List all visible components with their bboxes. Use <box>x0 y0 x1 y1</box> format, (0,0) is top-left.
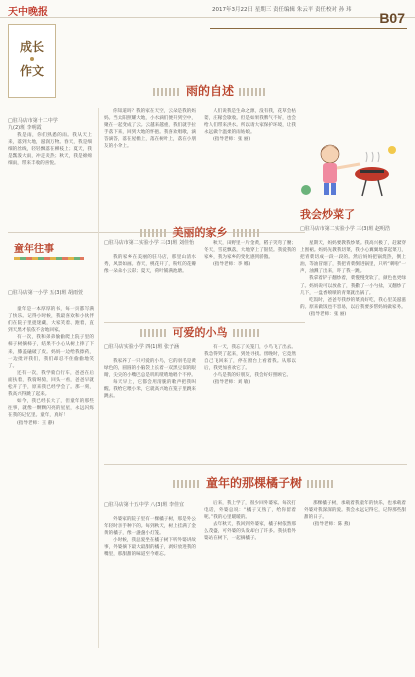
column-tag <box>8 24 56 98</box>
column-name-2: 作文 <box>19 64 44 78</box>
headline-hometown <box>100 224 300 240</box>
column-name-1: 成长 <box>19 40 44 54</box>
decor-line <box>307 480 335 488</box>
article-bird-col2: 有一天，我忘了关笼门，小鸟飞了出去。我急得哭了起来，到处寻找。傍晚时，它竟然自己飞回来了，停在窗台上看着我。从那以后，我更加喜欢它了。 小鸟是我的好朋友，我会好好照顾它。 (指导老师：刘 敏) <box>204 345 296 386</box>
headline-childhood: 童年往事 <box>14 240 84 260</box>
article-orange-tree-col2: 后来，我上学了，很少回外婆家。每次打电话，外婆总说：“橘子又熟了，给你留着呢。”我的心里暖暖的。 去年秋天，我回到外婆家，橘子树依然那么茂盛，可外婆的头发却白了许多。我扶着外婆站在树下，一起摘橘子。 <box>204 501 296 542</box>
article-hometown-col2: 秋天，田野里一片金黄，稻子笑弯了腰；冬天，雪花飘落，大地穿上了银装。我爱我的家乡，我为家乡的变化感到骄傲。 (指导老师：李 娜) <box>204 241 296 268</box>
article-rain-col3: 人们说我是生命之源，没有我，花草会枯萎，庄稼会歇收。但是如果我脾气不好，也会给人们带来洪水。所以请大家保护环境，让我永远做个温柔的雨姑娘。 (指导老师：张 丽) <box>204 109 296 143</box>
article-rain-col1: 我是雨，你们熟悉的雨。我从天上来，落到大地，滋润万物。春天，我是细细的丝线，轻轻飘落在柳枝上；夏天，我是瓢泼大雨，冲走炎热；秋天，我是绵绵细雨，带来丰收的喜悦。 <box>8 133 92 167</box>
decor-dot <box>30 57 34 61</box>
article-childhood: 童年是一本厚厚的书，每一页都写满了快乐。记得小时候，我最喜欢和小伙伴们在院子里捉迷藏，大家笑着、跑着，直到天黑才依依不舍地回家。 有一次，我和弟弟偷偷爬上院子里的柿子树摘柿子，结果不小心从树上摔了下来，膝盖磕破了皮。妈妈一边给我擦药，一边批评我们，我们却忍不住偷偷地笑了。 还有一次，我学骑自行车，爸爸在后面扶着，我骑呀骑，回头一看，爸爸早就松开了手，原来我已经学会了。那一刻，我高兴得跳了起来。 如今，我已经长大了，但童年的那些往事，就像一颗颗闪亮的星星，永远闪烁在我的记忆里。童年，真好！ (指导老师：王 静) <box>8 307 94 426</box>
byline-bird: □驻马店实验小学 四(1)班 张子涵 <box>104 344 179 350</box>
headline-rain-text: 雨的自述 <box>185 84 234 98</box>
byline-rain <box>8 118 78 132</box>
page-header <box>0 0 415 26</box>
divider <box>104 322 305 323</box>
cooking-girl-illustration <box>300 140 398 200</box>
article-rain-col2: 你知道吗？我的家在天空，云朵是我的妈妈。当太阳照耀大地，小水滴们便升到空中，聚在一起变成了云。云越来越重，我们就手拉手落下来，回到大地的怀抱。我喜欢唱歌，滴答滴答，落在屋檐上，落在树叶上，落在小朋友的小伞上。 <box>104 109 196 150</box>
childhood-footer: (指导老师：王 静) <box>17 420 55 426</box>
bird-footer: (指导老师：刘 敏) <box>213 380 251 386</box>
decor-line <box>173 480 201 488</box>
header-rule <box>210 28 407 29</box>
article-orange-tree-col3: 那棵橘子树，承载着我童年的快乐，也承载着外婆对我深深的爱。我会永远记得它，记得那些甜甜的日子。 (指导老师：陈 燕) <box>304 501 406 528</box>
rain-footer: (指导老师：张 丽) <box>213 137 251 143</box>
decor-line <box>153 88 181 96</box>
article-fry-rice: 星期天，妈妈要教我炒菜。我高兴极了，赶紧穿上围裙。妈妈先教我切菜，我小心翼翼地拿起菜刀，把青菜切成一段一段的。然后妈妈把锅烧热，倒上油，等油冒烟了，我把青菜倒进锅里，只听“刺啦”一声，油溅了出来，吓了我一跳。 我拿着铲子翻炒着，菜慢慢变软了，颜色也更绿了。妈妈说可以放盐了，我撒了一小勺盐，又翻炒了几下，一盘香喷喷的青菜就出锅了。 吃饭时，爸爸夸我炒的菜真好吃，我心里美滋滋的。原来做饭也不容易，以后我要多帮妈妈做家务。 (指导老师：张 丽) <box>300 241 406 317</box>
byline-childhood: □驻马店第一小学 五(3)班 胡雨萱 <box>8 290 83 296</box>
headline-orange-tree-text: 童年的那棵橘子树 <box>205 476 302 490</box>
orange-tree-footer: (指导老师：陈 燕) <box>313 522 351 528</box>
byline-rain-2: 九(2)班 李明霞 <box>8 125 42 131</box>
hometown-footer: (指导老师：李 娜) <box>213 262 251 268</box>
decor-line <box>239 88 267 96</box>
headline-orange-tree <box>104 474 404 491</box>
headline-fry-rice: 我会炒菜了 <box>300 208 355 221</box>
newspaper-logo: 天中晚报 <box>8 7 48 18</box>
divider <box>104 464 407 465</box>
decor-line <box>233 329 261 337</box>
article-orange-tree-col1: 外婆家的院子里有一棵橘子树，那是外公年轻时亲手种下的。每到秋天，树上挂满了金黄的橘子，像一盏盏小灯笼。 小时候，我总爱坐在橘子树下听外婆讲故事，外婆摘下最大最甜的橘子，剥好放进我的嘴里，那甜甜的味道至今难忘。 <box>104 517 196 558</box>
byline-fry-rice: □驻马店市第二实验小学 三(3)班 赵明浩 <box>300 226 390 232</box>
headline-bird <box>104 324 296 340</box>
headline-bird-text: 可爱的小鸟 <box>172 326 228 339</box>
decor-line <box>140 329 168 337</box>
article-bird-col1: 我家养了一只可爱的小鸟，它的羽毛是黄绿色的，圆圆的小脑袋上长着一双黑豆似的眼睛，尖尖的小嘴巴总是叽叽喳喳地唱个不停。 每天早上，它都会用清脆的歌声把我叫醒。我给它喂小米，它就高兴地在笼子里跳来跳去。 <box>104 359 196 400</box>
headline-rain <box>100 82 320 99</box>
byline-orange-tree: □驻马店第十五中学 八(3)班 李佳宜 <box>104 502 184 508</box>
byline-hometown: □驻马店市第二实验小学 三(3)班 刘佳怡 <box>104 240 194 246</box>
article-hometown-col1: 我的家乡在美丽的驻马店，那里山清水秀，风景如画。春天，桃花开了，粉红的花瓣像一朵朵小云彩；夏天，荷叶铺满池塘。 <box>104 255 196 275</box>
decor-line <box>140 229 168 237</box>
issue-date-line: 2017年3月22日 星期三 责任编辑 朱云平 责任校对 孙 玮 <box>212 7 352 13</box>
column-rule <box>98 108 99 648</box>
fry-rice-footer: (指导老师：张 丽) <box>309 311 347 317</box>
headline-hometown-text: 美丽的家乡 <box>172 226 228 239</box>
byline-rain-1: □驻马店市第十二中学 <box>8 118 58 124</box>
decor-line <box>233 229 261 237</box>
page-number: B07 <box>379 10 405 26</box>
